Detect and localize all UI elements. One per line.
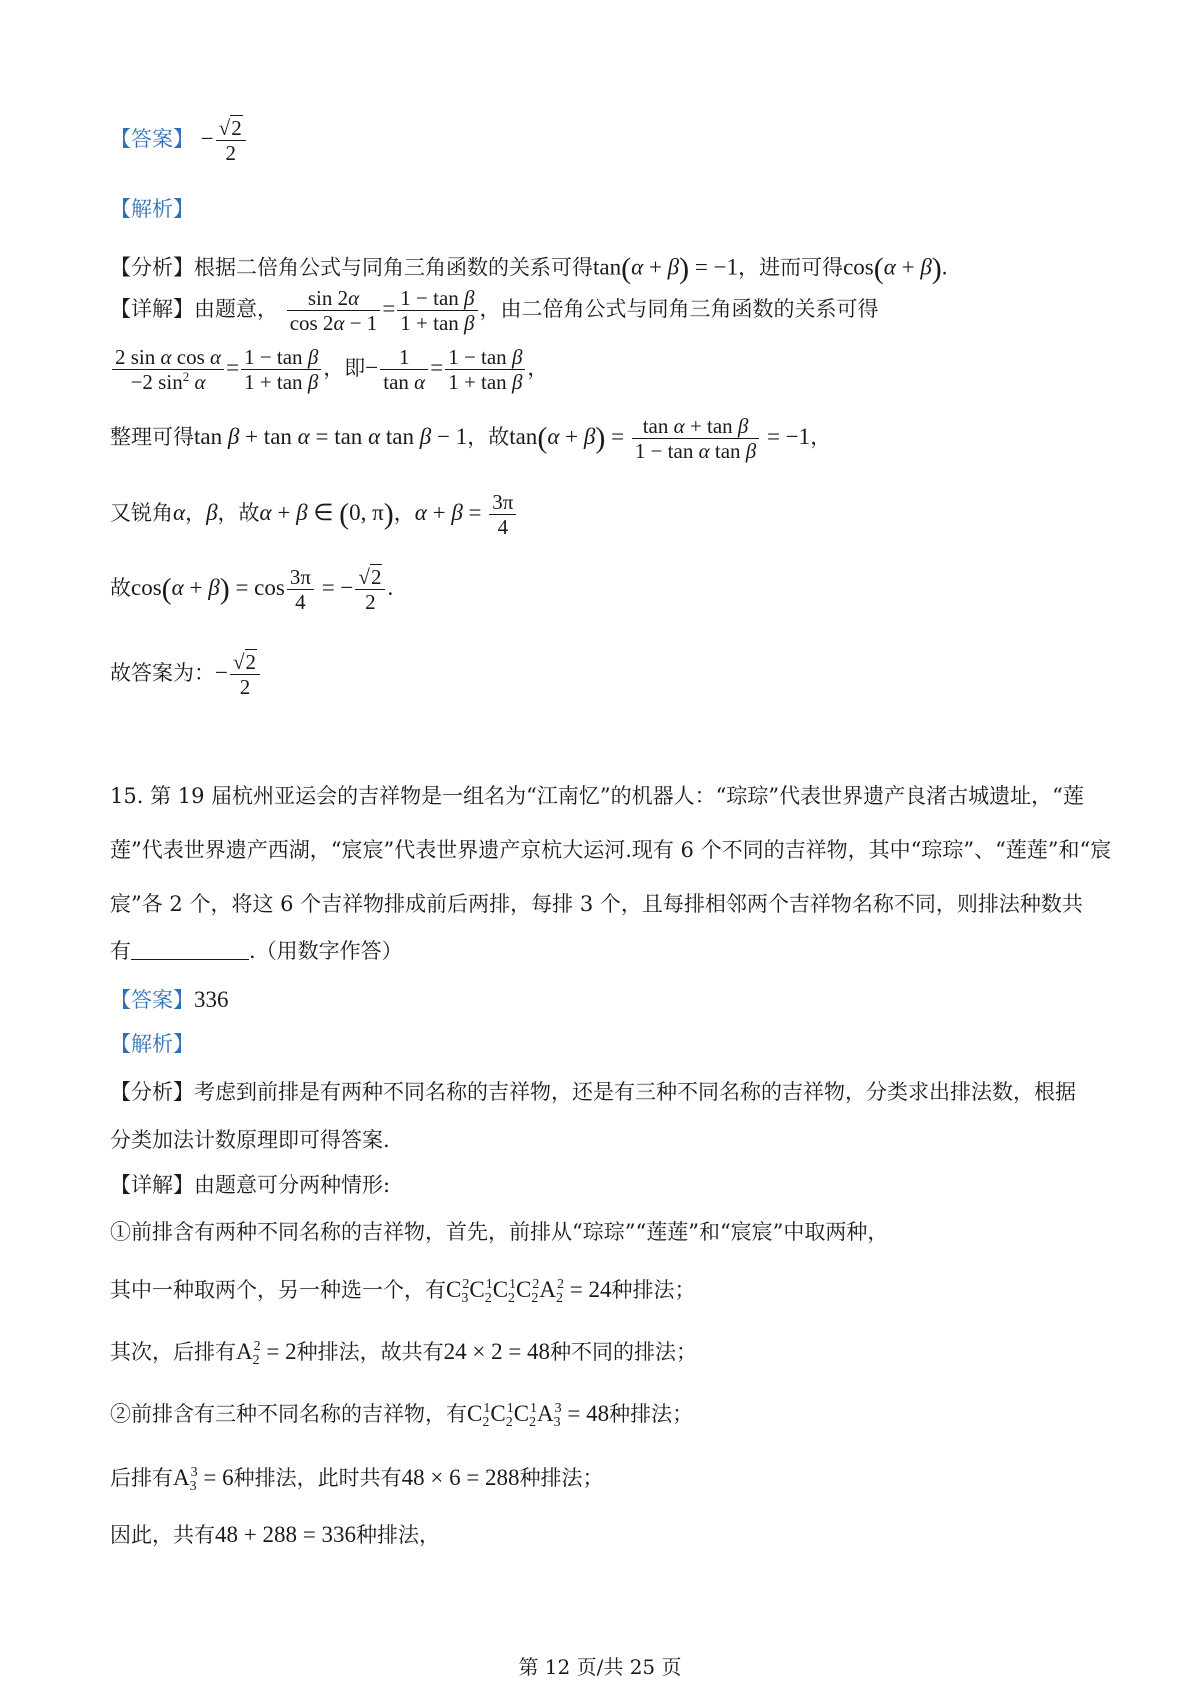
fenxi-text: 根据二倍角公式与同角三角函数的关系可得 xyxy=(194,255,593,280)
q15-case1b: 其中一种取两个，另一种选一个，有$C_3^2C_2^1C_2^1C_2^2A_2^2 = 24$种排法； xyxy=(110,1277,696,1306)
q15-case1: ①前排含有两种不同名称的吉祥物，首先，前排从“琮琮”“莲莲”和“宸宸”中取两种， xyxy=(110,1220,889,1244)
answer-label: 【答案】 xyxy=(110,988,194,1012)
eq-line-3: 又锐角α，β，故α + β ∈ (0, π)，α + β = $\frac{3\pi}{4}$ xyxy=(110,490,518,539)
xiangjie-label: 【详解】 xyxy=(110,297,194,322)
final-answer-line: 故答案为：− $\frac{√2}{2}$ xyxy=(110,650,262,699)
q15-case2: ②前排含有三种不同名称的吉祥物，有$C_2^1C_2^1C_2^1A_3^3 = 48$种排法； xyxy=(110,1401,694,1430)
q15-stem-1: 15. 第 19 届杭州亚运会的吉祥物是一组名为“江南忆”的机器人：“琮琮”代表世界遗产良渚古城遗址，“莲 xyxy=(110,784,1084,808)
fenxi-label: 【分析】 xyxy=(110,255,194,280)
fenxi-line: 【分析】根据二倍角公式与同角三角函数的关系可得tan(α + β) = −1，进而可得cos(α + β). xyxy=(110,252,948,285)
answer-label: 【答案】 xyxy=(110,127,194,152)
eq-line-4: 故cos(α + β) = cos $\frac{3\pi}{4}$ = − $\frac{√2}{2}$ . xyxy=(110,565,394,615)
q15-fenxi-1: 【分析】考虑到前排是有两种不同名称的吉祥物，还是有三种不同名称的吉祥物，分类求出排法数，根据 xyxy=(110,1080,1076,1104)
q15-case2b: 后排有$A_3^3 = 6$种排法，此时共有48 × 6 = 288种排法； xyxy=(110,1465,604,1494)
q15-fenxi-2: 分类加法计数原理即可得答案. xyxy=(110,1128,390,1152)
answer-blank xyxy=(131,941,249,960)
answer-value: 336 xyxy=(194,987,229,1012)
q15-answer-line xyxy=(110,988,229,1011)
eq-line-2: 整理可得tan β + tan α = tan α tan β − 1，故tan(α + β) = $\frac{\text{tan α + tan β}}{\text{1 − tan α tan β}}$ = −1， xyxy=(110,414,832,464)
page-footer: 第 12 页/共 25 页 xyxy=(518,1655,682,1679)
q15-case1c: 其次，后排有$A_2^2 = 2$种排法，故共有24 × 2 = 48种不同的排法； xyxy=(110,1339,698,1368)
answer-value: − $\frac{√2}{2}$ xyxy=(201,127,248,151)
q15-jiexi-label: 【解析】 xyxy=(110,1032,194,1056)
q15-stem-2: 莲”代表世界遗产西湖，“宸宸”代表世界遗产京杭大运河.现有 6 个不同的吉祥物，其中“琮琮”、“莲莲”和“宸 xyxy=(110,838,1112,862)
answer-line xyxy=(110,116,248,165)
eq-line-1: $\frac{\text{2 sin α cos α}}{-2 \sin^2 \alpha}$ = $\frac{\text{1 − tan β}}{\text{1 + tan β}}$ ，即− $\frac{1}{\text{tan α}}$ = $\frac{\text{1 − tan β}}{\text{1 + tan β}}$ ， xyxy=(110,345,548,394)
q15-stem-3: 宸”各 2 个，将这 6 个吉祥物排成前后两排，每排 3 个，且每排相邻两个吉祥物名称不同，则排法种数共 xyxy=(110,892,1083,916)
q15-final: 因此，共有48 + 288 = 336种排法， xyxy=(110,1522,440,1547)
xiangjie-line: 【详解】由题意， $\frac{\sin 2\alpha}{\cos 2\alpha - 1}$ = $\frac{\text{1 − tan β}}{\text{1 + tan β}}$ ，由二倍角公式与同角三角函数的关系可得 xyxy=(110,286,879,336)
jiexi-label: 【解析】 xyxy=(110,197,194,221)
q15-xiangjie: 【详解】由题意可分两种情形: xyxy=(110,1173,391,1197)
q15-stem-4: 有 .（用数字作答） xyxy=(110,939,403,963)
